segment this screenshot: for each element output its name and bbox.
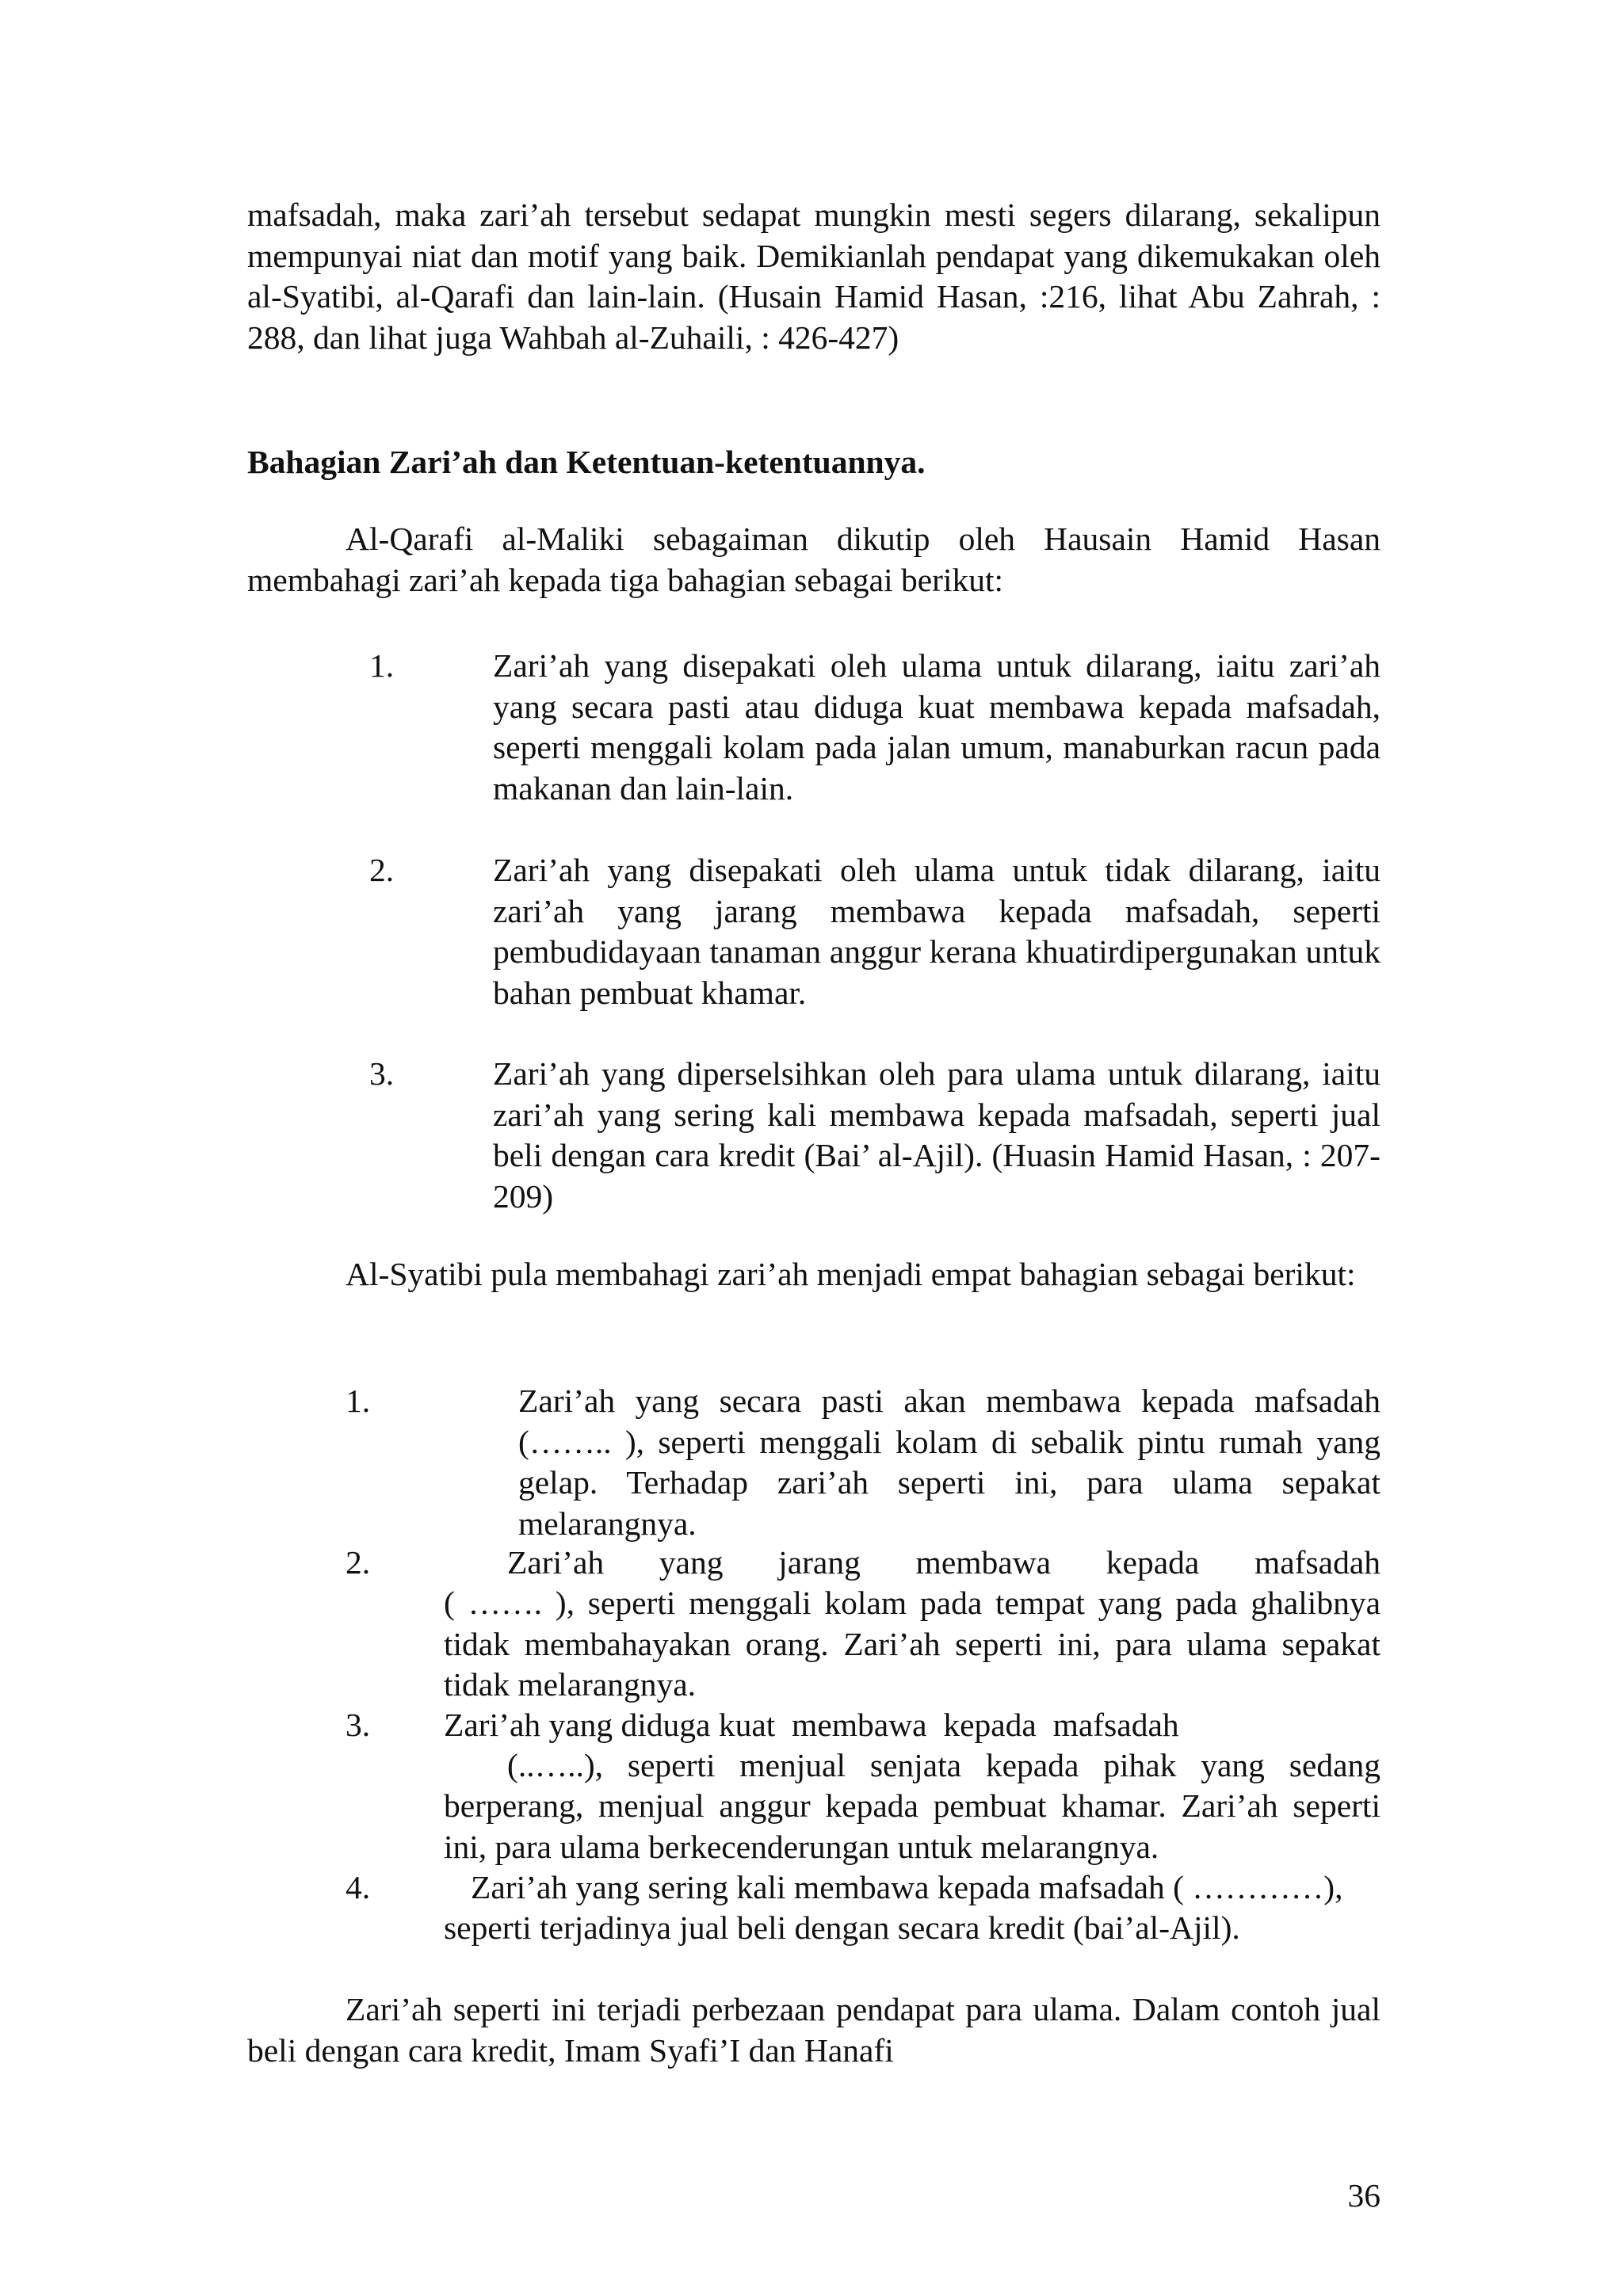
list-number: 1. [346, 1383, 371, 1419]
list-number: 2. [346, 1544, 371, 1581]
list-number: 3. [369, 1055, 395, 1092]
list-text-rest: ( ……. ), seperti menggali kolam pada tempat yang pada ghalibnya tidak membahayakan orang. Zari’ah seperti ini, para ulama sepakat tidak melarangnya. [444, 1585, 1381, 1703]
section-heading: Bahagian Zari’ah dan Ketentuan-ketentuannya. [247, 444, 926, 480]
page-number: 36 [1347, 2177, 1381, 2214]
list-text-first-line: Zari’ah yang sering kali membawa kepada mafsadah ( …………), [471, 1869, 1343, 1905]
list-text-first-line: Zari’ah yang diduga kuat membawa kepada mafsadah [444, 1707, 1179, 1743]
list-number: 1. [369, 647, 395, 684]
list-text-first-line: Zari’ah yang jarang membawa kepada mafsadah [507, 1544, 1381, 1581]
list-text-second-line: (..…..), seperti menjual senjata kepada pihak yang sedang [507, 1747, 1381, 1783]
list-text-rest: seperti terjadinya jual beli dengan secara kredit (bai’al-Ajil). [444, 1909, 1240, 1946]
list-number: 4. [346, 1869, 371, 1905]
list-text-rest: berperang, menjual anggur kepada pembuat khamar. Zari’ah seperti ini, para ulama berkecenderungan untuk melarangnya. [444, 1787, 1381, 1865]
list-text: Zari’ah yang secara pasti akan membawa kepada mafsadah (…….. ), seperti menggali kolam di sebalik pintu rumah yang gelap. Terhadap zari’ah seperti ini, para ulama sepakat melarangnya. [518, 1383, 1381, 1542]
list-text: Zari’ah yang diperselsihkan oleh para ulama untuk dilarang, iaitu zari’ah yang sering kali membawa kepada mafsadah, seperti jual beli dengan cara kredit (Bai’ al-Ajil). (Huasin Hamid Hasan, : 207-209) [493, 1055, 1381, 1215]
list-text: Zari’ah yang disepakati oleh ulama untuk dilarang, iaitu zari’ah yang secara pasti atau diduga kuat membawa kepada mafsadah, seperti menggali kolam pada jalan umum, manaburkan racun pada makanan dan lain-lain. [493, 647, 1381, 807]
list-number: 3. [346, 1707, 371, 1743]
paragraph-closing: Zari’ah seperti ini terjadi perbezaan pendapat para ulama. Dalam contoh jual beli dengan cara kredit, Imam Syafi’I dan Hanafi [247, 1991, 1381, 2069]
paragraph-intro: mafsadah, maka zari’ah tersebut sedapat mungkin mesti segers dilarang, sekalipun mempunyai niat dan motif yang baik. Demikianlah pendapat yang dikemukakan oleh al-Syatibi, al-Qarafi dan lain-lain. (Husain Hamid Hasan, :216, lihat Abu Zahrah, : 288, dan lihat juga Wahbah al-Zuhaili, : 426-427) [247, 196, 1381, 356]
list-text: Zari’ah yang disepakati oleh ulama untuk tidak dilarang, iaitu zari’ah yang jarang membawa kepada mafsadah, seperti pembudidayaan tanaman anggur kerana khuatirdipergunakan untuk bahan pembuat khamar. [493, 852, 1381, 1011]
list-number: 2. [369, 852, 395, 888]
paragraph-qarafi: Al-Qarafi al-Maliki sebagaiman dikutip oleh Hausain Hamid Hasan membahagi zari’ah kepada tiga bahagian sebagai berikut: [247, 521, 1381, 598]
paragraph-syatibi: Al-Syatibi pula membahagi zari’ah menjadi empat bahagian sebagai berikut: [346, 1256, 1356, 1292]
